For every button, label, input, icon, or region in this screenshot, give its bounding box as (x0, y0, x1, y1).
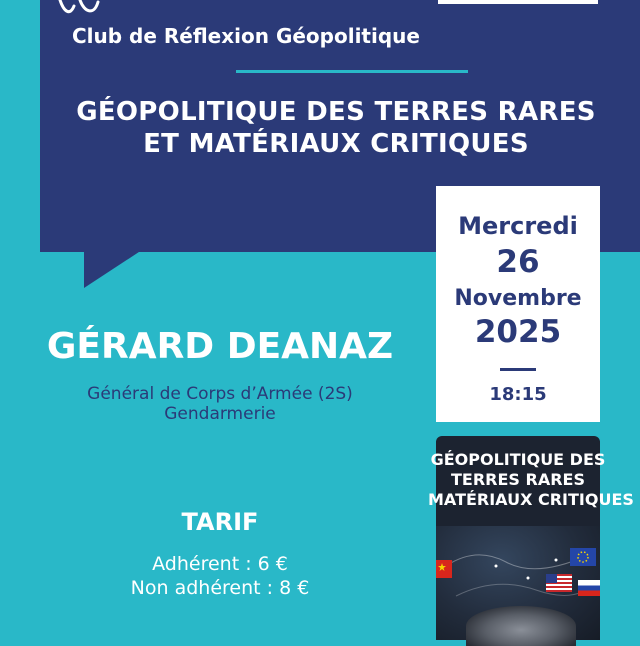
cover-line-1: GÉOPOLITIQUE DES (430, 450, 606, 469)
club-logo-script (54, 0, 114, 22)
flag-russia-icon (578, 580, 600, 596)
event-title (48, 96, 624, 160)
event-title-line-1: GÉOPOLITIQUE DES TERRES RARES (76, 97, 596, 127)
flag-eu-icon (570, 548, 596, 566)
price-non-member: Non adhérent : 8 € (130, 577, 310, 599)
date-year: 2025 (474, 314, 562, 350)
date-month: Novembre (454, 286, 582, 311)
book-cover-image (428, 436, 634, 640)
pricing-title: TARIF (181, 508, 259, 536)
rare-earth-rocks-graphic (466, 606, 576, 646)
pricing-list (10, 552, 430, 600)
date-card (436, 186, 600, 422)
event-time: 18:15 (489, 384, 547, 405)
event-title-line-2: ET MATÉRIAUX CRITIQUES (143, 129, 529, 159)
date-divider (500, 368, 536, 371)
flag-china-icon (436, 560, 452, 578)
date-day: 26 (496, 244, 540, 280)
top-white-box (438, 0, 598, 4)
flag-usa-icon (546, 574, 572, 592)
cover-line-3: MATÉRIAUX CRITIQUES (428, 490, 634, 509)
speech-bubble-tail (84, 250, 142, 288)
speaker-rank (10, 384, 430, 424)
speaker-rank-line-1: Général de Corps d’Armée (2S) (87, 384, 353, 404)
book-cover-title (428, 450, 634, 510)
header-divider (236, 70, 468, 73)
cover-line-2: TERRES RARES (451, 470, 585, 489)
speaker-name: GÉRARD DEANAZ (46, 326, 394, 367)
date-weekday: Mercredi (458, 212, 578, 240)
speaker-rank-line-2: Gendarmerie (164, 404, 276, 424)
club-name: Club de Réflexion Géopolitique (72, 24, 420, 48)
price-member: Adhérent : 6 € (152, 553, 288, 575)
